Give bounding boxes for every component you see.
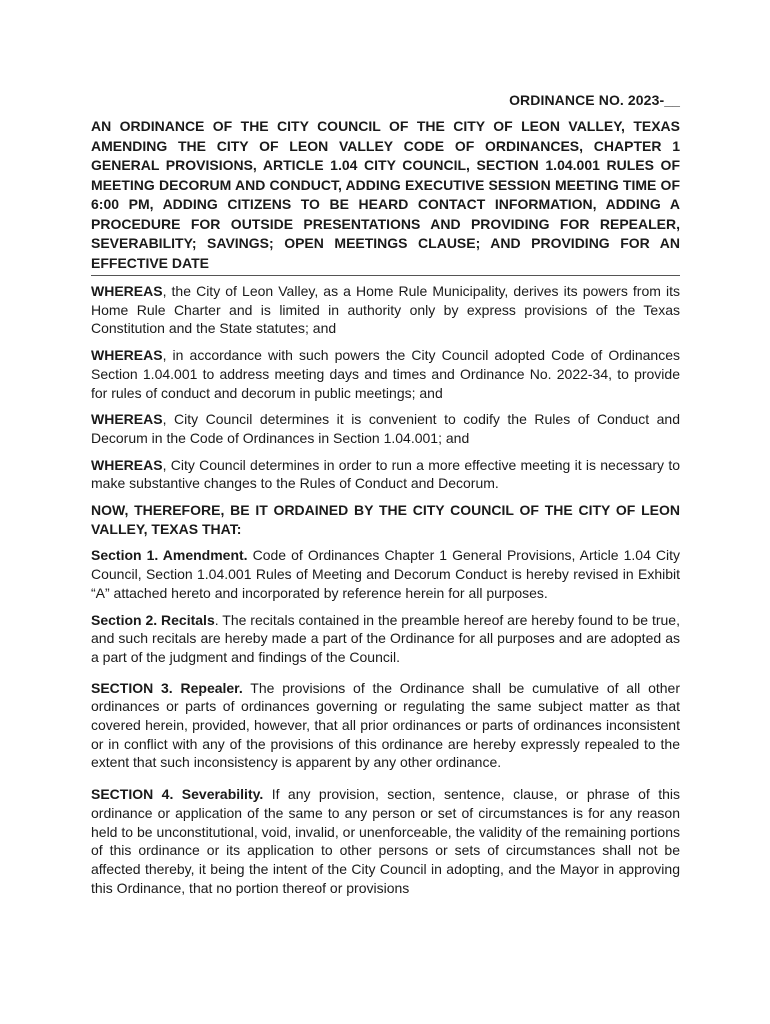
ordained-clause: NOW, THEREFORE, BE IT ORDAINED BY THE CITY COUNCIL OF THE CITY OF LEON VALLEY, TEXAS THAT:	[91, 502, 680, 537]
whereas-lead: WHEREAS	[91, 456, 163, 473]
whereas-lead: WHEREAS	[91, 347, 163, 364]
ordinance-number: ORDINANCE NO. 2023-__	[509, 92, 680, 108]
section-3-repealer	[91, 679, 680, 773]
section-text: Code of Ordinances Chapter 1 General Provisions, Article 1.04 City Council, Section 1.04.001 Rules of Meeting and Decorum Conduct is hereby revised in Exhibit “A” attached hereto and incorporated by reference herein for all purposes.	[91, 547, 680, 601]
whereas-text: , the City of Leon Valley, as a Home Rule Municipality, derives its powers from its Home Rule Charter and is limited in authority only by express provisions of the Texas Constitution and the State statutes; and	[91, 283, 680, 337]
section-heading: Section 1. Amendment.	[91, 547, 248, 564]
section-text: The provisions of the Ordinance shall be cumulative of all other ordinances or parts of ordinances governing or regulating the same subject matter as that covered herein, provided, however, that all prior ordinances or parts of ordinances inconsistent or in conflict with any of the provisions of this ordinance are hereby expressly repealed to the extent that such inconsistency is apparent by any other ordinance.	[91, 679, 680, 771]
whereas-paragraph	[91, 346, 680, 402]
whereas-lead: WHEREAS	[91, 283, 163, 299]
whereas-paragraph	[91, 410, 680, 447]
ordinance-title: AN ORDINANCE OF THE CITY COUNCIL OF THE CITY OF LEON VALLEY, TEXAS AMENDING THE CITY OF LEON VALLEY CODE OF ORDINANCES, CHAPTER 1 GENERAL PROVISIONS, ARTICLE 1.04 CITY COUNCIL, SECTION 1.04.001 RULES OF MEETING DECORUM AND CONDUCT, ADDING EXECUTIVE SESSION MEETING TIME OF 6:00 PM, ADDING CITIZENS TO BE HEARD CONTACT INFORMATION, ADDING A PROCEDURE FOR OUTSIDE PRESENTATIONS AND PROVIDING FOR REPEALER, SEVERABILITY; SAVINGS; OPEN MEETINGS CLAUSE; AND PROVIDING FOR AN EFFECTIVE DATE	[91, 118, 680, 271]
section-heading: SECTION 3. Repealer.	[91, 679, 243, 696]
section-1-amendment	[91, 546, 680, 602]
section-4-severability	[91, 785, 680, 897]
whereas-text: , in accordance with such powers the City Council adopted Code of Ordinances Section 1.04.001 to address meeting days and times and Ordinance No. 2022-34, to provide for rules of conduct and decorum in public meetings; and	[91, 347, 680, 401]
title-divider	[91, 275, 680, 276]
section-heading: SECTION 4. Severability.	[91, 786, 264, 803]
document-body	[91, 92, 680, 905]
section-text: If any provision, section, sentence, clause, or phrase of this ordinance or application of the same to any person or set of circumstances is for any reason held to be unconstitutional, void, invalid, or unenforceable, the validity of the remaining portions of this ordinance or its application to other persons or sets of circumstances shall not be affected thereby, it being the intent of the City Council in adopting, and the Mayor in approving this Ordinance, that no portion thereof or provisions	[91, 786, 680, 896]
whereas-paragraph	[91, 282, 680, 338]
whereas-lead: WHEREAS	[91, 411, 163, 428]
section-text: . The recitals contained in the preamble hereof are hereby found to be true, and such recitals are hereby made a part of the Ordinance for all purposes and are adopted as a part of the judgment and findings of the Council.	[91, 611, 680, 665]
whereas-text: , City Council determines it is convenient to codify the Rules of Conduct and Decorum in the Code of Ordinances in Section 1.04.001; and	[91, 411, 680, 446]
section-2-recitals	[91, 611, 680, 667]
whereas-paragraph	[91, 456, 680, 493]
whereas-text: , City Council determines in order to run a more effective meeting it is necessary to make substantive changes to the Rules of Conduct and Decorum.	[91, 456, 680, 492]
section-heading: Section 2. Recitals	[91, 611, 215, 628]
